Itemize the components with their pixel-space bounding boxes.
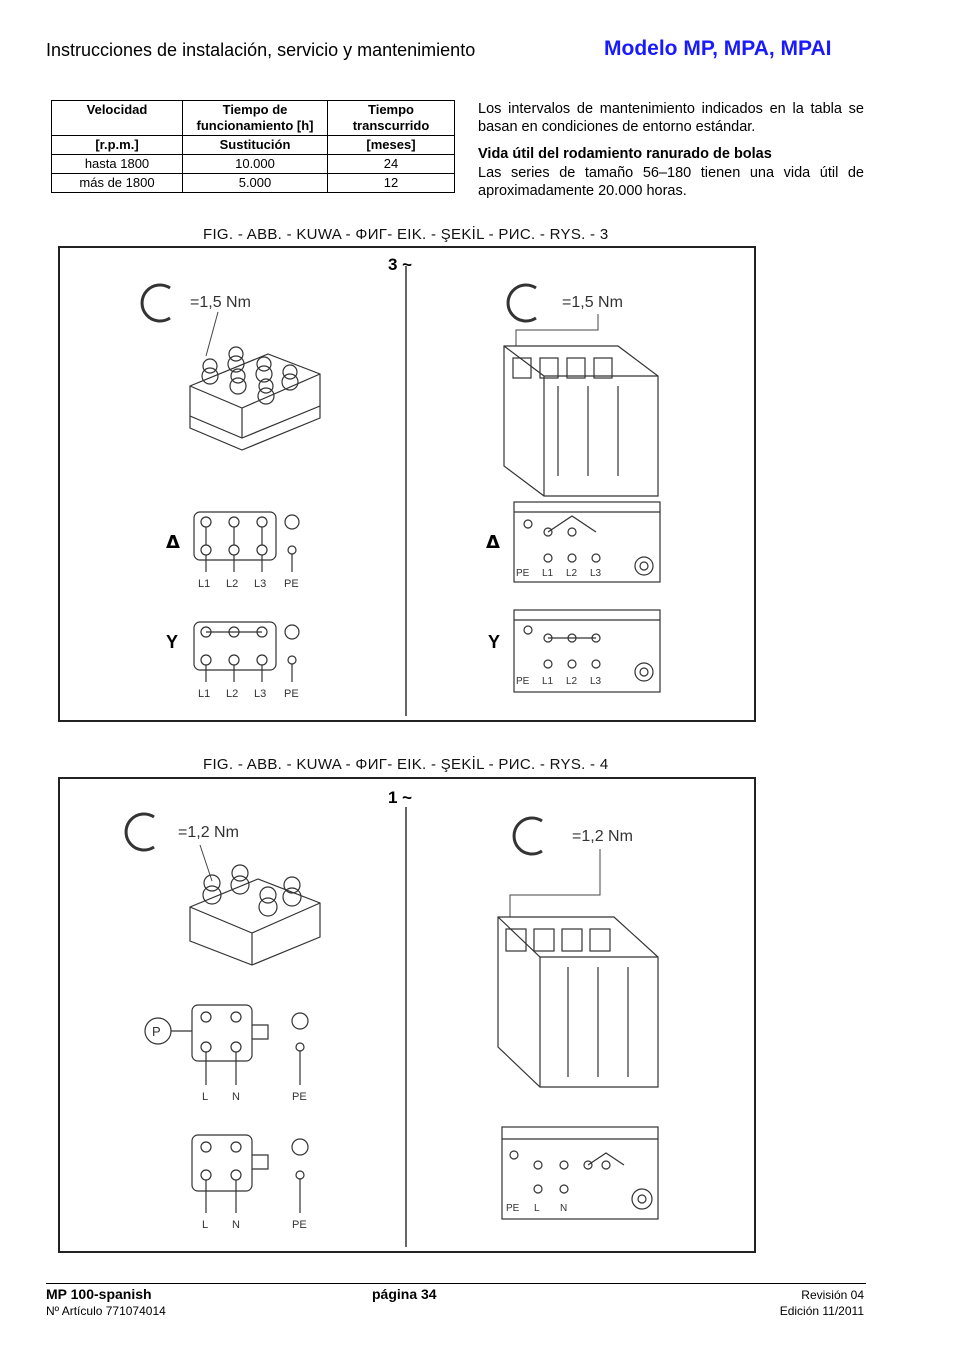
- terminal-label: L3: [254, 688, 267, 700]
- capacitor-label: P: [152, 1024, 161, 1039]
- figure-4-wiring-diagram: [58, 777, 756, 1253]
- table-cell: 5.000: [183, 174, 328, 193]
- figure-frame: [59, 778, 755, 1252]
- figure-4-caption: FIG. - ABB. - KUWA - ΦИГ- EIK. - ŞEKİL - PИC. - RYS. - 4: [203, 756, 609, 773]
- terminal-label: L3: [590, 568, 602, 579]
- terminal-label: L1: [198, 688, 211, 700]
- terminal-label: L3: [254, 578, 267, 590]
- footer-edition: Edición 11/2011: [779, 1304, 864, 1318]
- footer-revision: Revisión 04: [801, 1288, 864, 1302]
- table-unit: [r.p.m.]: [52, 136, 183, 155]
- terminal-label: L1: [198, 578, 211, 590]
- terminal-label: L1: [542, 676, 554, 687]
- table-row: [52, 155, 455, 174]
- table-header-row: [52, 101, 455, 136]
- terminal-label: L2: [566, 676, 578, 687]
- delta-symbol: Δ: [486, 532, 500, 553]
- terminal-label: L: [534, 1203, 540, 1214]
- model-title: Modelo MP, MPA, MPAI: [604, 37, 832, 60]
- terminal-label: PE: [506, 1203, 520, 1214]
- table-cell: hasta 1800: [52, 155, 183, 174]
- table-header: Tiempo transcurrido: [328, 101, 455, 136]
- delta-symbol: Δ: [166, 532, 180, 553]
- footer-page-number: página 34: [372, 1286, 437, 1302]
- table-cell: 10.000: [183, 155, 328, 174]
- terminal-label: PE: [516, 676, 530, 687]
- terminal-label: L: [202, 1219, 209, 1231]
- terminal-label: PE: [516, 568, 530, 579]
- table-header: Velocidad: [52, 101, 183, 136]
- terminal-label: PE: [284, 688, 299, 700]
- terminal-label: PE: [284, 578, 299, 590]
- torque-label-left: =1,5 Nm: [190, 294, 251, 311]
- table-units-row: [52, 136, 455, 155]
- table-header: Tiempo de funcionamiento [h]: [183, 101, 328, 136]
- terminal-label: L3: [590, 676, 602, 687]
- footer-document-id: MP 100-spanish: [46, 1286, 152, 1302]
- terminal-label: PE: [292, 1091, 307, 1103]
- star-symbol: Y: [488, 632, 501, 652]
- maintenance-table: [51, 100, 455, 193]
- table-unit: [meses]: [328, 136, 455, 155]
- terminal-label: PE: [292, 1219, 307, 1231]
- terminal-label: L2: [566, 568, 578, 579]
- bearing-paragraph: Las series de tamaño 56–180 tienen una vida útil de aproximadamente 20.000 horas.: [478, 165, 864, 199]
- intro-paragraph: Los intervalos de mantenimiento indicados en la tabla se basan en condiciones de entorno estándar.: [478, 101, 864, 135]
- terminal-label: L2: [226, 688, 239, 700]
- terminal-label: N: [560, 1203, 568, 1214]
- table-cell: más de 1800: [52, 174, 183, 193]
- star-symbol: Y: [166, 632, 179, 652]
- figure-frame: [59, 247, 755, 721]
- bearing-heading: Vida útil del rodamiento ranurado de bolas: [478, 146, 772, 162]
- table-row: [52, 174, 455, 193]
- torque-label-right: =1,2 Nm: [572, 828, 633, 845]
- phase-label: 1 ~: [388, 788, 413, 807]
- footer-article-number: Nº Artículo 771074014: [46, 1304, 166, 1318]
- table-cell: 12: [328, 174, 455, 193]
- phase-label: 3 ~: [388, 255, 413, 274]
- terminal-label: N: [232, 1091, 240, 1103]
- terminal-label: L: [202, 1091, 209, 1103]
- footer-divider: [46, 1283, 866, 1284]
- terminal-label: L2: [226, 578, 239, 590]
- figure-3-caption: FIG. - ABB. - KUWA - ΦИГ- EIK. - ŞEKİL - PИC. - RYS. - 3: [203, 226, 609, 243]
- table-unit: Sustitución: [183, 136, 328, 155]
- torque-label-right: =1,5 Nm: [562, 294, 623, 311]
- table-cell: 24: [328, 155, 455, 174]
- document-title: Instrucciones de instalación, servicio y mantenimiento: [46, 40, 476, 60]
- torque-label-left: =1,2 Nm: [178, 824, 239, 841]
- terminal-label: N: [232, 1219, 240, 1231]
- figure-3-wiring-diagram: [58, 246, 756, 722]
- terminal-label: L1: [542, 568, 554, 579]
